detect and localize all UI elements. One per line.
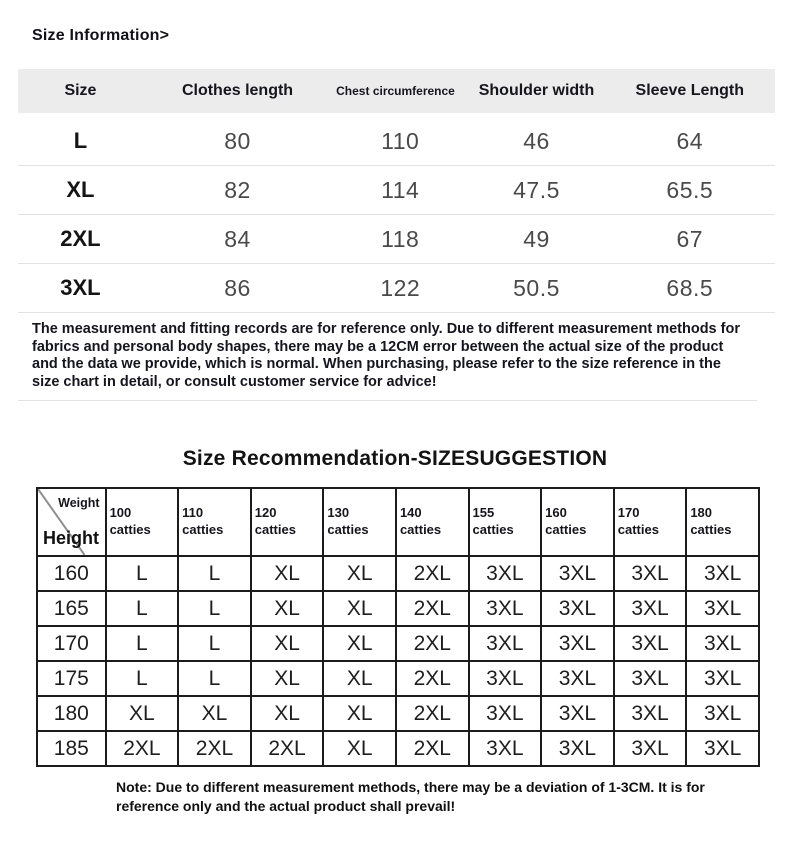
size-recommendation-cell: 3XL bbox=[541, 696, 614, 731]
size-table-header-cell: Sleeve Length bbox=[635, 82, 745, 99]
size-recommendation-cell: 3XL bbox=[686, 591, 759, 626]
measurement-value-cell: 80 bbox=[224, 127, 251, 154]
size-recommendation-cell: 2XL bbox=[396, 626, 469, 661]
recommendation-title: Size Recommendation-SIZESUGGESTION bbox=[182, 447, 608, 470]
height-cell: 175 bbox=[37, 661, 106, 696]
size-recommendation-cell: 3XL bbox=[686, 556, 759, 591]
weight-header-cell: 180 catties bbox=[686, 488, 759, 556]
size-recommendation-cell: 3XL bbox=[541, 556, 614, 591]
size-recommendation-cell: XL bbox=[323, 731, 396, 766]
size-recommendation-cell: 3XL bbox=[614, 696, 687, 731]
measurement-value-cell: 68.5 bbox=[666, 274, 714, 301]
size-recommendation-cell: 3XL bbox=[541, 626, 614, 661]
size-recommendation-cell: XL bbox=[178, 696, 251, 731]
measurement-value-cell: 84 bbox=[224, 225, 251, 252]
height-cell: 160 bbox=[37, 556, 106, 591]
size-recommendation-cell: XL bbox=[251, 626, 324, 661]
page-title: Size Information> bbox=[32, 27, 170, 44]
size-recommendation-cell: L bbox=[106, 626, 179, 661]
weight-header-cell: 160 catties bbox=[541, 488, 614, 556]
corner-height-label: Height bbox=[43, 527, 99, 548]
size-recommendation-cell: XL bbox=[323, 556, 396, 591]
size-recommendation-cell: 2XL bbox=[178, 731, 251, 766]
disclaimer-text: The measurement and fitting records are for reference only. Due to different measurement methods for fabrics and personal body shapes, there may be a 12CM error between the actual size of the product and the data we provide, which is normal. When purchasing, please refer to the size reference in the size chart in detail, or consult customer service for advice! bbox=[18, 313, 757, 401]
measurement-value-cell: 64 bbox=[676, 127, 704, 154]
height-cell: 180 bbox=[37, 696, 106, 731]
size-label-cell: 3XL bbox=[60, 275, 101, 300]
height-cell: 170 bbox=[37, 626, 106, 661]
size-recommendation-cell: XL bbox=[323, 696, 396, 731]
measurement-value-cell: 46 bbox=[523, 127, 550, 154]
size-recommendation-cell: L bbox=[106, 591, 179, 626]
size-table-header-cell: Size bbox=[64, 82, 97, 99]
size-recommendation-cell: 3XL bbox=[686, 626, 759, 661]
size-recommendation-cell: L bbox=[106, 556, 179, 591]
size-recommendation-cell: XL bbox=[251, 696, 324, 731]
recommendation-header-row bbox=[37, 488, 759, 556]
size-table-header-cell: Chest circumference bbox=[336, 83, 455, 98]
size-table-row bbox=[18, 215, 775, 264]
size-recommendation-cell: L bbox=[178, 661, 251, 696]
size-table-row bbox=[18, 117, 775, 166]
recommendation-row bbox=[37, 626, 759, 661]
size-recommendation-cell: 3XL bbox=[469, 626, 542, 661]
size-recommendation-cell: XL bbox=[323, 626, 396, 661]
weight-header-cell: 130 catties bbox=[323, 488, 396, 556]
measurement-value-cell: 118 bbox=[381, 225, 420, 252]
size-recommendation-cell: XL bbox=[251, 591, 324, 626]
measurement-value-cell: 86 bbox=[224, 274, 251, 301]
measurement-value-cell: 49 bbox=[523, 225, 550, 252]
size-recommendation-cell: XL bbox=[323, 661, 396, 696]
measurement-value-cell: 65.5 bbox=[666, 176, 714, 203]
weight-header-cell: 140 catties bbox=[396, 488, 469, 556]
size-recommendation-cell: 3XL bbox=[614, 591, 687, 626]
corner-cell bbox=[37, 488, 106, 556]
size-label-cell: L bbox=[73, 128, 88, 153]
size-recommendation-cell: 3XL bbox=[469, 731, 542, 766]
recommendation-row bbox=[37, 696, 759, 731]
size-recommendation-cell: 3XL bbox=[686, 731, 759, 766]
size-table-header-cell: Shoulder width bbox=[478, 82, 595, 99]
size-label-cell: XL bbox=[66, 177, 95, 202]
measurement-value-cell: 67 bbox=[676, 225, 704, 252]
recommendation-row bbox=[37, 661, 759, 696]
recommendation-table bbox=[36, 487, 760, 767]
recommendation-row bbox=[37, 591, 759, 626]
size-table-row bbox=[18, 264, 775, 313]
size-recommendation-cell: 3XL bbox=[541, 661, 614, 696]
weight-header-cell: 120 catties bbox=[251, 488, 324, 556]
size-recommendation-cell: 3XL bbox=[541, 731, 614, 766]
measurement-value-cell: 50.5 bbox=[513, 274, 560, 301]
size-recommendation-cell: 3XL bbox=[469, 661, 542, 696]
size-recommendation-cell: 2XL bbox=[251, 731, 324, 766]
size-recommendation-cell: 2XL bbox=[396, 661, 469, 696]
size-recommendation-cell: 3XL bbox=[686, 696, 759, 731]
recommendation-row bbox=[37, 556, 759, 591]
size-table-header-cell: Clothes length bbox=[181, 82, 294, 99]
size-table-header-row bbox=[18, 69, 775, 113]
size-recommendation-cell: L bbox=[178, 591, 251, 626]
weight-header-cell: 110 catties bbox=[178, 488, 251, 556]
size-recommendation-cell: XL bbox=[251, 556, 324, 591]
size-recommendation-cell: 2XL bbox=[396, 591, 469, 626]
weight-header-cell: 100 catties bbox=[106, 488, 179, 556]
size-recommendation-cell: XL bbox=[106, 696, 179, 731]
measurement-value-cell: 110 bbox=[381, 127, 420, 154]
size-recommendation-cell: XL bbox=[323, 591, 396, 626]
corner-weight-label: Weight bbox=[58, 496, 100, 510]
size-recommendation-cell: L bbox=[178, 626, 251, 661]
measurement-value-cell: 114 bbox=[381, 176, 420, 203]
height-cell: 165 bbox=[37, 591, 106, 626]
weight-header-cell: 170 catties bbox=[614, 488, 687, 556]
size-recommendation-cell: 3XL bbox=[686, 661, 759, 696]
recommendation-row bbox=[37, 731, 759, 766]
size-table-body bbox=[18, 113, 775, 313]
measurement-value-cell: 122 bbox=[380, 274, 421, 301]
size-recommendation-cell: 2XL bbox=[396, 556, 469, 591]
size-label-cell: 2XL bbox=[60, 226, 101, 251]
size-recommendation-cell: 3XL bbox=[469, 696, 542, 731]
size-recommendation-cell: L bbox=[106, 661, 179, 696]
note-text: Note: Due to different measurement methods, there may be a deviation of 1-3CM. It is for reference only and the actual product shall prevail! bbox=[116, 779, 705, 814]
size-recommendation-cell: 3XL bbox=[469, 556, 542, 591]
size-recommendation-cell: 3XL bbox=[614, 556, 687, 591]
size-recommendation-cell: 3XL bbox=[541, 591, 614, 626]
weight-header-cell: 155 catties bbox=[469, 488, 542, 556]
size-recommendation-cell: 3XL bbox=[614, 661, 687, 696]
size-recommendation-cell: 3XL bbox=[469, 591, 542, 626]
size-table bbox=[18, 69, 775, 313]
size-table-row bbox=[18, 166, 775, 215]
measurement-value-cell: 82 bbox=[224, 176, 251, 203]
size-recommendation-cell: 3XL bbox=[614, 626, 687, 661]
measurement-value-cell: 47.5 bbox=[513, 176, 560, 203]
size-recommendation-cell: XL bbox=[251, 661, 324, 696]
size-recommendation-cell: 3XL bbox=[614, 731, 687, 766]
size-recommendation-cell: L bbox=[178, 556, 251, 591]
height-cell: 185 bbox=[37, 731, 106, 766]
size-recommendation-cell: 2XL bbox=[396, 696, 469, 731]
size-recommendation-cell: 2XL bbox=[106, 731, 179, 766]
size-recommendation-cell: 2XL bbox=[396, 731, 469, 766]
